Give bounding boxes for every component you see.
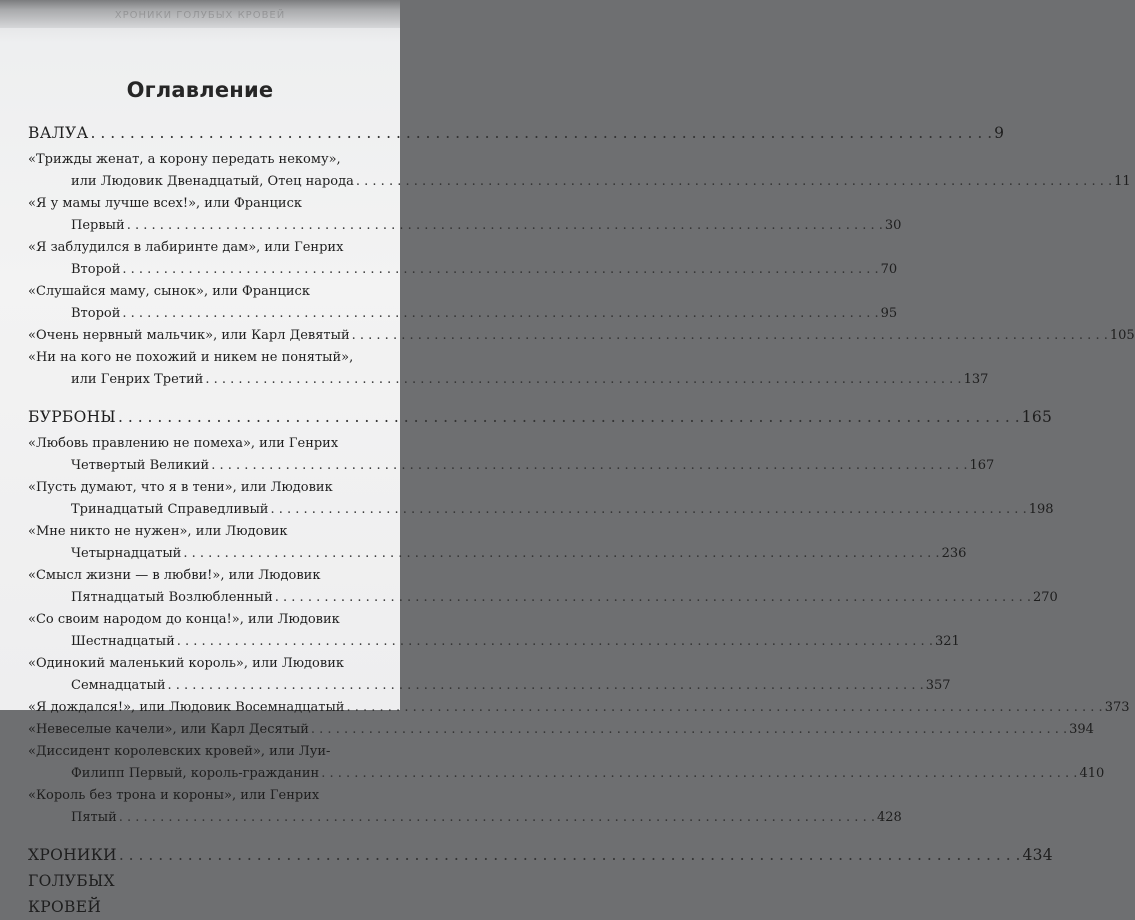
entry-line [28, 675, 951, 697]
entry-text: «Трижды женат, а корону передать некому», [28, 152, 341, 167]
entry-text: «Диссидент королевских кровей», или Луи- [28, 744, 331, 759]
entry-text: «Я заблудился в лабиринте дам», или Генрих [28, 240, 344, 255]
entry-line [28, 215, 902, 237]
toc-section[interactable] [28, 404, 1053, 430]
section-page-number: 165 [1021, 408, 1053, 426]
toc-entry[interactable] [28, 477, 1054, 521]
entry-text: Пятнадцатый Возлюбленный [71, 590, 273, 605]
section-label: БУРБОНЫ [28, 408, 116, 426]
entry-line [28, 171, 1131, 193]
entry-text: «Одинокий маленький король», или Людовик [28, 656, 344, 671]
entry-text: «Мне никто не нужен», или Людовик [28, 524, 288, 539]
entry-text: Четвертый Великий [71, 458, 210, 473]
entry-text: Филипп Первый, король-гражданин [71, 766, 320, 781]
entry-text: Первый [71, 218, 125, 233]
entry-line [28, 477, 390, 499]
entry-line [28, 631, 960, 653]
entry-line [28, 565, 390, 587]
section-label: ВАЛУА [28, 124, 89, 142]
toc-section[interactable] [28, 120, 1005, 146]
entry-page-number: 198 [1028, 502, 1054, 517]
toc-entry[interactable] [28, 433, 995, 477]
toc-entry[interactable] [28, 785, 902, 829]
entry-line [28, 653, 390, 675]
entry-page-number: 167 [969, 458, 995, 473]
entry-text: «Невеселые качели», или Карл Десятый [28, 722, 309, 737]
entry-page-number: 30 [884, 218, 902, 233]
toc-entry[interactable] [28, 719, 1094, 741]
entry-page-number: 70 [880, 262, 898, 277]
toc-entry[interactable] [28, 347, 989, 391]
dot-leader [275, 587, 1031, 609]
entry-text: «Слушайся маму, сынок», или Франциск [28, 284, 310, 299]
dot-leader [346, 697, 1102, 719]
entry-text: или Людовик Двенадцатый, Отец народа [71, 174, 354, 189]
entry-line [28, 521, 390, 543]
entry-line [28, 237, 390, 259]
dot-leader [177, 631, 933, 653]
toc-entry[interactable] [28, 193, 902, 237]
entry-text: «Пусть думают, что я в тени», или Людовик [28, 480, 333, 495]
toc-entry[interactable] [28, 237, 898, 281]
entry-text: «Я дождался!», или Людовик Восемнадцатый [28, 700, 345, 715]
entry-text: «Любовь правлению не помеха», или Генрих [28, 436, 339, 451]
entry-page-number: 410 [1079, 766, 1105, 781]
entry-text: Семнадцатый [71, 678, 166, 693]
entry-text: Второй [71, 262, 121, 277]
entry-page-number: 105 [1109, 328, 1135, 343]
entry-line [28, 303, 898, 325]
entry-line [28, 719, 1094, 741]
dot-leader [321, 763, 1077, 785]
entry-page-number: 321 [934, 634, 960, 649]
toc-entry[interactable] [28, 653, 951, 697]
toc-entry[interactable] [28, 697, 1130, 719]
entry-line [28, 697, 1130, 719]
entry-line [28, 587, 1058, 609]
entry-page-number: 428 [876, 810, 902, 825]
entry-page-number: 236 [941, 546, 967, 561]
entry-page-number: 137 [963, 372, 989, 387]
dot-leader [205, 369, 961, 391]
bleed-through-text: ХРОНИКИ ГОЛУБЫХ КРОВЕЙ [114, 10, 286, 21]
entry-line [28, 609, 390, 631]
dot-leader [119, 842, 1021, 868]
entry-line [28, 259, 898, 281]
table-of-contents [28, 120, 1135, 916]
toc-entry[interactable] [28, 609, 960, 653]
entry-line [28, 455, 995, 477]
toc-entry[interactable] [28, 281, 898, 325]
dot-leader [127, 215, 883, 237]
entry-line [28, 347, 390, 369]
dot-leader [183, 543, 939, 565]
dot-leader [356, 171, 1112, 193]
section-page-number: 9 [994, 124, 1005, 142]
entry-text: Пятый [71, 810, 117, 825]
entry-line [28, 499, 1054, 521]
entry-text: Тринадцатый Справедливый [71, 502, 269, 517]
section-page-number: 434 [1022, 846, 1053, 864]
entry-text: «Смысл жизни — в любви!», или Людовик [28, 568, 321, 583]
entry-line [28, 369, 989, 391]
entry-text: Второй [71, 306, 121, 321]
entry-text: «Очень нервный мальчик», или Карл Девятый [28, 328, 350, 343]
entry-page-number: 373 [1104, 700, 1130, 715]
entry-text: Четырнадцатый [71, 546, 182, 561]
entry-text: или Генрих Третий [71, 372, 204, 387]
dot-leader [352, 325, 1108, 347]
entry-text: «Со своим народом до конца!», или Людовик [28, 612, 340, 627]
entry-line [28, 433, 390, 455]
entry-page-number: 95 [880, 306, 898, 321]
entry-page-number: 270 [1032, 590, 1058, 605]
entry-line [28, 193, 390, 215]
toc-entry[interactable] [28, 741, 1105, 785]
toc-section[interactable] [28, 842, 1053, 916]
dot-leader [211, 455, 967, 477]
entry-line [28, 149, 390, 171]
entry-line [28, 325, 1135, 347]
entry-line [28, 281, 390, 303]
toc-entry[interactable] [28, 325, 1135, 347]
dot-leader [91, 120, 993, 146]
entry-page-number: 394 [1069, 722, 1094, 737]
page-title: Оглавление [126, 78, 274, 102]
toc-entry[interactable] [28, 149, 1131, 193]
entry-text: «Король без трона и короны», или Генрих [28, 788, 320, 803]
dot-leader [122, 303, 878, 325]
dot-leader [119, 807, 875, 829]
dot-leader [118, 404, 1020, 430]
entry-text: Шестнадцатый [71, 634, 175, 649]
section-label: ХРОНИКИ ГОЛУБЫХ КРОВЕЙ [28, 846, 117, 916]
toc-entry[interactable] [28, 521, 967, 565]
entry-line [28, 785, 390, 807]
entry-line [28, 543, 967, 565]
entry-text: «Я у мамы лучше всех!», или Франциск [28, 196, 302, 211]
entry-line [28, 807, 902, 829]
dot-leader [311, 719, 1067, 741]
dot-leader [122, 259, 878, 281]
entry-text: «Ни на кого не похожий и никем не понятый», [28, 350, 354, 365]
entry-line [28, 741, 390, 763]
entry-line [28, 763, 1105, 785]
dot-leader [168, 675, 924, 697]
dot-leader [270, 499, 1026, 521]
toc-entry[interactable] [28, 565, 1058, 609]
entry-page-number: 11 [1114, 174, 1131, 189]
entry-page-number: 357 [925, 678, 951, 693]
